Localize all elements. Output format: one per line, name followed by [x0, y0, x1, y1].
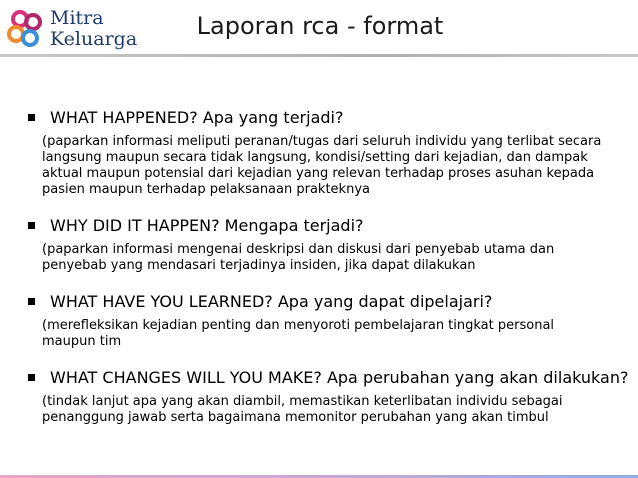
brand-logo — [4, 6, 144, 52]
section-why-happen — [28, 216, 618, 274]
square-bullet-icon — [28, 374, 35, 381]
section-description: (paparkan informasi meliputi peranan/tugas dari seluruh individu yang terlibat secara langsung maupun secara tidak langsung, kondisi/setting dari kejadian, dan dampak aktual maupun potensial dari kejadian yang relevan terhadap proses asuhan kepada pasien maupun terhadap pelaksanaan prakteknya — [42, 134, 602, 197]
square-bullet-icon — [28, 298, 35, 305]
section-what-learned — [28, 292, 618, 350]
section-description: (tindak lanjut apa yang akan diambil, memastikan keterlibatan individu sebagai penanggung jawab serta bagaimana memonitor perubahan yang akan timbul — [42, 394, 563, 425]
section-heading — [28, 108, 618, 128]
section-heading-text: WHAT CHANGES WILL YOU MAKE? Apa perubahan yang akan dilakukan? — [50, 368, 629, 387]
title-divider — [0, 54, 638, 57]
content-list — [28, 108, 629, 444]
section-what-changes — [28, 368, 629, 426]
section-heading-text: WHY DID IT HAPPEN? Mengapa terjadi? — [50, 216, 364, 235]
section-what-happened — [28, 108, 618, 198]
section-description: (paparkan informasi mengenai deskripsi dan diskusi dari penyebab utama dan penyebab yang mendasari terjadinya insiden, jika dapat dilakukan — [42, 242, 555, 273]
square-bullet-icon — [28, 222, 35, 229]
section-description: (merefleksikan kejadian penting dan menyoroti pembelajaran tingkat personal maupun tim — [42, 318, 555, 349]
section-heading — [28, 368, 629, 388]
section-heading-text: WHAT HAPPENED? Apa yang terjadi? — [50, 108, 344, 127]
page-title: Laporan rca - format — [196, 12, 444, 40]
square-bullet-icon — [28, 114, 35, 121]
section-heading — [28, 292, 618, 312]
mitra-keluarga-logo-icon — [4, 8, 48, 50]
logo-wordmark — [50, 8, 137, 50]
logo-text-line2: Keluarga — [50, 28, 138, 50]
logo-text-line1: Mitra — [50, 7, 104, 29]
section-heading — [28, 216, 618, 236]
section-heading-text: WHAT HAVE YOU LEARNED? Apa yang dapat dipelajari? — [50, 292, 493, 311]
